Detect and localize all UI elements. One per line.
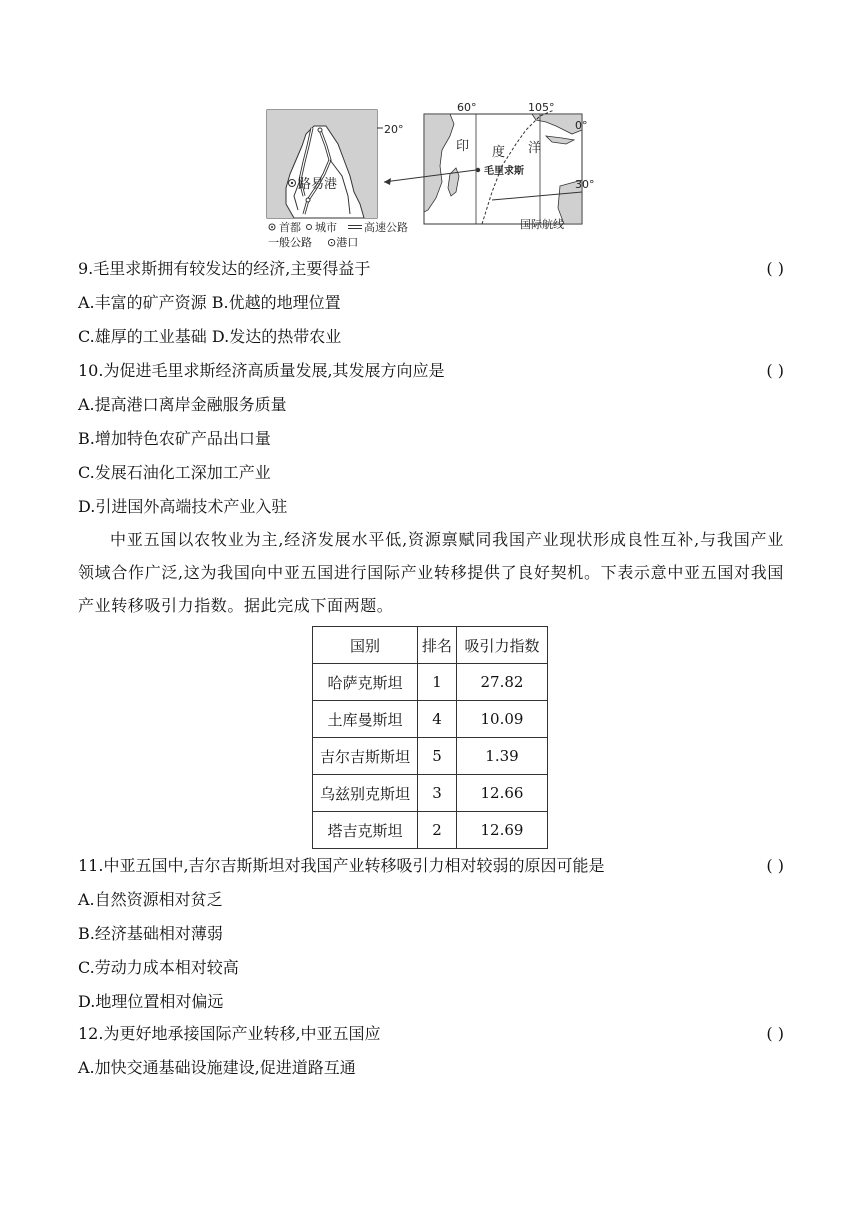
mauritius-label: 毛里求斯 [484,166,524,177]
lon-60-label: 60° [457,101,477,114]
lat-20-label: 20° [384,123,404,136]
question-11-stem: 11.中亚五国中,吉尔吉斯斯坦对我国产业转移吸引力相对较弱的原因可能是 ( ) [78,856,784,875]
mauritius-map-figure [264,100,604,238]
table-header-row [313,627,548,664]
cell-index: 1.39 [457,738,548,775]
question-9-options-cd: C.雄厚的工业基础 D.发达的热带农业 [78,327,342,346]
lat-0-label: 0° [575,119,588,132]
port-louis-label: 路易港 [298,177,338,192]
cell-index: 12.66 [457,775,548,812]
answer-paren[interactable]: ( ) [766,1024,784,1043]
question-10-stem: 10.为促进毛里求斯经济高质量发展,其发展方向应是 ( ) [78,361,784,380]
port-icon: ⊙ [327,236,337,249]
passage-text: 中亚五国以农牧业为主,经济发展水平低,资源禀赋同我国产业现状形成良性互补,与我国产业领域合作广泛,这为我国向中亚五国进行国际产业转移提供了良好契机。下表示意中亚五国对我国产业转移吸引力指数。据此完成下面两题。 [78,530,784,615]
cell-rank: 3 [418,775,457,812]
cell-index: 12.69 [457,812,548,849]
question-11-option-a: A.自然资源相对贫乏 [78,890,223,909]
cell-country: 乌兹别克斯坦 [313,775,418,812]
question-10-option-a: A.提高港口离岸金融服务质量 [78,395,287,414]
question-10-option-b: B.增加特色农矿产品出口量 [78,429,271,448]
question-11-option-d: D.地理位置相对偏远 [78,992,224,1011]
cell-rank: 2 [418,812,457,849]
cell-country: 塔吉克斯坦 [313,812,418,849]
ocean-char-yang: 洋 [528,141,542,156]
table-row [313,738,548,775]
indian-ocean-map [424,101,595,224]
cell-country: 吉尔吉斯斯坦 [313,738,418,775]
table-row [313,775,548,812]
cell-rank: 4 [418,701,457,738]
table-row [313,664,548,701]
svg-text:国际航线: 国际航线 [520,218,564,231]
table-row [313,701,548,738]
port-legend-label: 港口 [336,236,359,249]
cell-index: 10.09 [457,701,548,738]
city-icon [307,225,312,230]
question-10-option-d: D.引进国外高端技术产业入驻 [78,497,288,516]
answer-paren[interactable]: ( ) [766,856,784,875]
question-12-option-a: A.加快交通基础设施建设,促进道路互通 [78,1058,356,1077]
table-row [313,812,548,849]
inset-legend-row2 [268,236,358,249]
lon-105-label: 105° [528,101,555,114]
svg-text:首都: 首都 [279,221,301,234]
question-11-option-c: C.劳动力成本相对较高 [78,958,239,977]
ocean-char-yin: 印 [456,139,470,154]
cell-country: 土库曼斯坦 [313,701,418,738]
question-9-options-ab: A.丰富的矿产资源 B.优越的地理位置 [78,293,341,312]
cell-rank: 5 [418,738,457,775]
cell-country: 哈萨克斯坦 [313,664,418,701]
mauritius-inset-map [267,110,404,218]
ocean-char-du: 度 [492,145,506,160]
header-country: 国别 [313,627,418,664]
svg-text:高速公路: 高速公路 [364,221,408,234]
road-legend-label: 一般公路 [268,236,312,249]
svg-text:城市: 城市 [315,221,337,234]
header-index: 吸引力指数 [457,627,548,664]
question-10-option-c: C.发展石油化工深加工产业 [78,463,271,482]
question-12-stem: 12.为更好地承接国际产业转移,中亚五国应 ( ) [78,1024,784,1043]
attraction-index-table [312,626,548,849]
answer-paren[interactable]: ( ) [766,259,784,278]
answer-paren[interactable]: ( ) [766,361,784,380]
header-rank: 排名 [418,627,457,664]
lat-30-label: 30° [575,178,595,191]
question-9-stem: 9.毛里求斯拥有较发达的经济,主要得益于 ( ) [78,259,784,278]
cell-rank: 1 [418,664,457,701]
cell-index: 27.82 [457,664,548,701]
question-11-option-b: B.经济基础相对薄弱 [78,924,223,943]
